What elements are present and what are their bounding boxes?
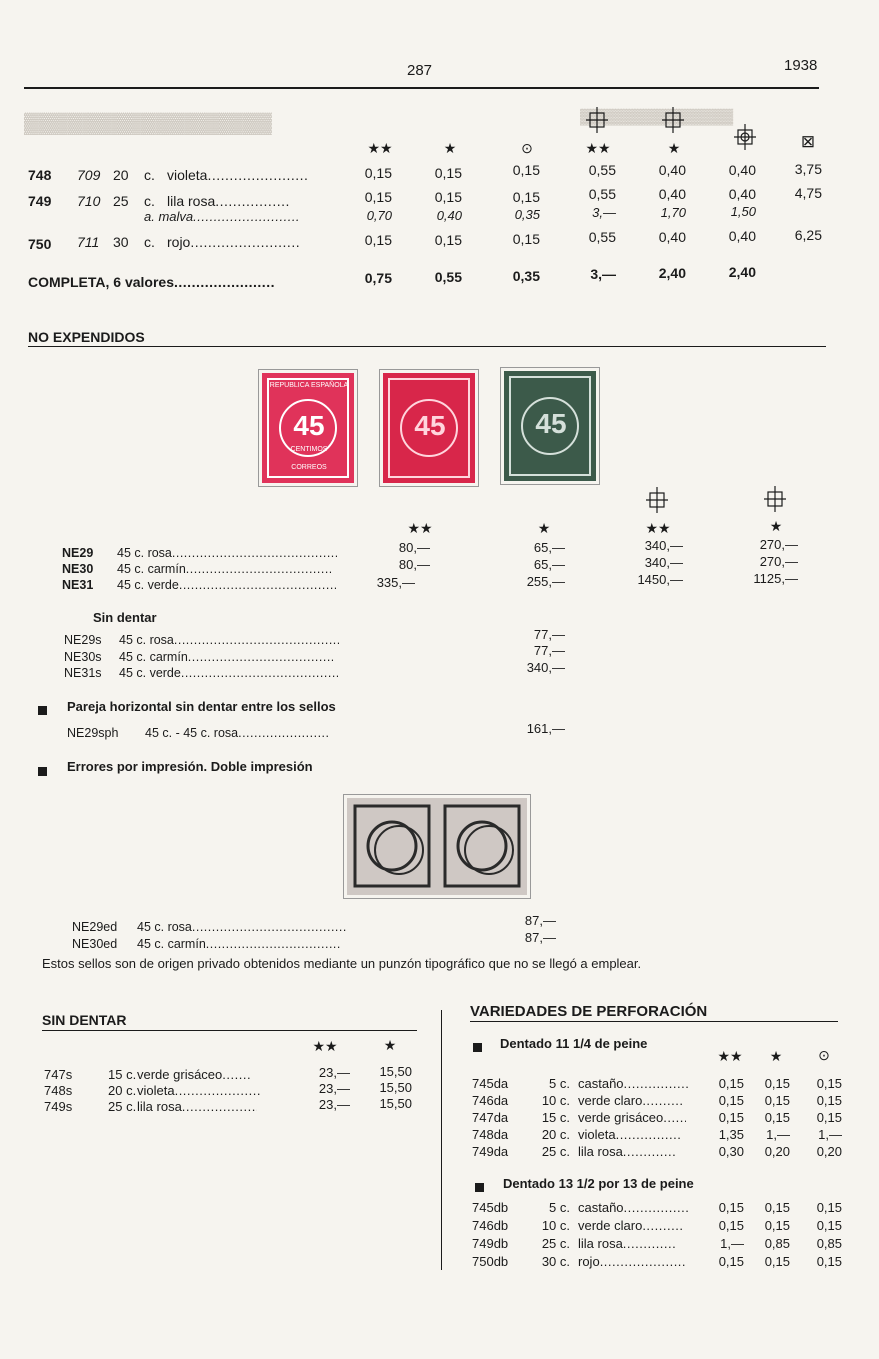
symbol-block-mint: ★ xyxy=(769,518,783,534)
symbol-block-mint: ★ xyxy=(667,140,681,156)
ne-s-price: 77,— xyxy=(533,627,565,642)
ne-price: 80,— xyxy=(398,540,430,555)
bullet-icon xyxy=(38,706,47,715)
row-num: 748 xyxy=(28,167,52,183)
price-cell: 0,55 xyxy=(588,229,616,245)
complete-price: 0,75 xyxy=(364,270,392,286)
perf-value: 10 c. xyxy=(541,1093,570,1108)
ne-code: NE29 xyxy=(62,546,94,560)
ne-s-code: NE30s xyxy=(64,650,102,664)
symbol-mint: ★ xyxy=(537,520,551,536)
bullet-icon xyxy=(38,767,47,776)
note-text: Estos sellos son de origen privado obtenidos mediante un punzón tipográfico que no se llegó a emplear. xyxy=(42,956,642,971)
price-cell: 0,40 xyxy=(728,186,756,202)
row-num: 750 xyxy=(28,236,52,252)
symbol-mint: ★ xyxy=(769,1048,783,1064)
sd-desc: lila rosa..... xyxy=(137,1099,257,1114)
block-of-four-icon xyxy=(586,107,608,133)
ne-ed-desc: 45 c. carmín..... xyxy=(137,937,341,951)
row-subvariety: a. malva..... xyxy=(144,209,298,224)
row-cat: 710 xyxy=(77,193,101,209)
section-title-no-expendidos: NO EXPENDIDOS xyxy=(28,329,145,345)
ne-ed-price: 87,— xyxy=(524,913,556,928)
price-cell: 0,40 xyxy=(728,228,756,244)
stamp-value-text: 45 xyxy=(535,408,567,439)
price-cell: 0,15 xyxy=(364,189,392,205)
price-cell: 0,15 xyxy=(434,189,462,205)
ne-s-price: 77,— xyxy=(533,643,565,658)
perf-code: 745db xyxy=(472,1200,509,1215)
complete-price: 0,55 xyxy=(434,269,462,285)
ne-desc: 45 c. verde..... xyxy=(117,578,336,592)
perf-price: 0,15 xyxy=(816,1093,842,1108)
perf-value: 25 c. xyxy=(541,1144,570,1159)
perf-value: 5 c. xyxy=(549,1200,570,1215)
perf-price: 0,15 xyxy=(764,1076,790,1091)
row-num: 749 xyxy=(28,193,52,209)
column-divider xyxy=(441,1010,442,1270)
perf-code: 749da xyxy=(472,1144,509,1159)
ne-ed-code: NE29ed xyxy=(72,920,118,934)
row-unit: c. xyxy=(144,193,155,209)
price-cell: 0,15 xyxy=(512,162,540,178)
complete-set-label: COMPLETA, 6 valores..... xyxy=(28,274,274,290)
section-rule xyxy=(28,346,826,347)
ne-price: 340,— xyxy=(644,538,683,553)
symbol-block-mnh: ★★ xyxy=(645,520,671,536)
perf-code: 748da xyxy=(472,1127,509,1142)
price-cell: 0,55 xyxy=(588,162,616,178)
page-year: 1938 xyxy=(784,57,818,74)
price-cell: 0,35 xyxy=(514,207,540,222)
sd-value: 20 c. xyxy=(108,1083,137,1098)
complete-price: 3,— xyxy=(590,266,616,282)
symbol-mint-never-hinged: ★★ xyxy=(312,1038,338,1054)
ne-desc: 45 c. carmín..... xyxy=(117,562,331,576)
price-cell: 0,40 xyxy=(658,162,686,178)
perf-code: 747da xyxy=(472,1110,509,1125)
perf-price: 0,15 xyxy=(718,1254,744,1269)
complete-price: 0,35 xyxy=(512,268,540,284)
symbol-mint-never-hinged: ★★ xyxy=(717,1048,743,1064)
sd-desc: verde grisáceo..... xyxy=(137,1067,252,1082)
price-cell: 0,15 xyxy=(512,189,540,205)
show-through-text: ▓▓▓▓▓▓▓▓▓▓▓▓▓▓ xyxy=(580,108,734,125)
sd-price: 23,— xyxy=(318,1065,350,1080)
perf-price: 0,15 xyxy=(718,1093,744,1108)
sd-code: 747s xyxy=(44,1067,73,1082)
ne-desc: 45 c. rosa..... xyxy=(117,546,337,560)
stamp-post-text: CORREOS xyxy=(291,464,327,471)
perf-value: 20 c. xyxy=(541,1127,570,1142)
block-of-four-icon xyxy=(646,487,668,513)
ne-sph-code: NE29sph xyxy=(67,726,119,740)
ne-s-code: NE31s xyxy=(64,666,102,680)
perf-desc: verde grisáceo..... xyxy=(578,1110,686,1125)
perf-price: 0,15 xyxy=(718,1218,744,1233)
ne-s-desc: 45 c. verde..... xyxy=(119,666,338,680)
perf-price: 0,15 xyxy=(764,1093,790,1108)
perf-desc: verde claro..... xyxy=(578,1093,684,1108)
perf-price: 0,15 xyxy=(816,1076,842,1091)
bullet-icon xyxy=(473,1043,482,1052)
ne-price: 255,— xyxy=(526,574,565,589)
ne-sph-desc: 45 c. - 45 c. rosa..... xyxy=(145,726,328,740)
stamp-country-text: REPUBLICA ESPAÑOLA xyxy=(269,382,349,389)
price-cell: 4,75 xyxy=(794,185,822,201)
stamp-unit-text: CENTIMOS xyxy=(290,446,328,453)
perf-value: 5 c. xyxy=(549,1076,570,1091)
perf-price: 0,20 xyxy=(816,1144,842,1159)
price-cell: 0,15 xyxy=(364,165,392,181)
symbol-used: ⊙ xyxy=(818,1047,830,1063)
complete-price: 2,40 xyxy=(728,264,756,280)
perf-desc: verde claro..... xyxy=(578,1218,684,1233)
price-cell: 0,15 xyxy=(434,232,462,248)
row-unit: c. xyxy=(144,167,155,183)
sd-price: 23,— xyxy=(318,1081,350,1096)
subsection-title: Errores por impresión. Doble impresión xyxy=(67,759,313,774)
perf-code: 745da xyxy=(472,1076,509,1091)
perf-price: 0,85 xyxy=(764,1236,790,1251)
ne-price: 1450,— xyxy=(637,572,683,587)
bullet-icon xyxy=(475,1183,484,1192)
ne-price: 1125,— xyxy=(753,571,798,586)
perf-desc: castaño..... xyxy=(578,1200,690,1215)
perf-desc: castaño..... xyxy=(578,1076,690,1091)
symbol-mint-never-hinged: ★★ xyxy=(407,520,433,536)
perf-desc: lila rosa..... xyxy=(578,1236,677,1251)
perf-price: 0,15 xyxy=(764,1110,790,1125)
ne-ed-price: 87,— xyxy=(524,930,556,945)
sd-price: 15,50 xyxy=(379,1064,412,1079)
perf-price: 0,20 xyxy=(764,1144,790,1159)
perf-price: 0,15 xyxy=(816,1110,842,1125)
ne-price: 270,— xyxy=(759,554,798,569)
block-of-four-icon xyxy=(662,107,684,133)
price-cell: 0,15 xyxy=(512,231,540,247)
ne-price: 335,— xyxy=(376,575,415,590)
ne-price: 270,— xyxy=(759,537,798,552)
price-cell: 0,40 xyxy=(658,186,686,202)
perf-price: 0,15 xyxy=(718,1110,744,1125)
perf-price: 1,— xyxy=(818,1127,842,1142)
subsection-title: Dentado 11 1/4 de peine xyxy=(500,1036,648,1051)
perf-price: 0,85 xyxy=(816,1236,842,1251)
perf-code: 750db xyxy=(472,1254,509,1269)
perf-desc: rojo..... xyxy=(578,1254,685,1269)
symbol-block-mnh: ★★ xyxy=(585,140,611,156)
price-cell: 0,40 xyxy=(658,229,686,245)
row-desc: lila rosa..... xyxy=(167,193,291,209)
ne-s-desc: 45 c. carmín..... xyxy=(119,650,333,664)
ne-ed-code: NE30ed xyxy=(72,937,118,951)
subsection-title: Sin dentar xyxy=(93,610,157,625)
block-of-four-icon xyxy=(764,486,786,512)
page-number: 287 xyxy=(407,62,433,79)
price-cell: 1,70 xyxy=(660,205,686,220)
ne-price: 65,— xyxy=(533,540,565,555)
block-of-four-used-icon xyxy=(734,124,756,150)
perf-price: 0,15 xyxy=(816,1254,842,1269)
section-title-sin-dentar: SIN DENTAR xyxy=(42,1012,127,1028)
perf-price: 0,15 xyxy=(764,1218,790,1233)
perf-price: 1,— xyxy=(720,1236,744,1251)
symbol-mint: ★ xyxy=(383,1037,397,1053)
sd-price: 15,50 xyxy=(379,1080,412,1095)
row-cat: 711 xyxy=(77,234,100,250)
ne-s-desc: 45 c. rosa..... xyxy=(119,633,339,647)
perf-price: 1,— xyxy=(766,1127,790,1142)
price-cell: 0,40 xyxy=(436,208,462,223)
symbol-used: ⊙ xyxy=(521,140,533,156)
sd-price: 23,— xyxy=(318,1097,350,1112)
header-rule xyxy=(24,87,819,89)
perf-price: 0,15 xyxy=(816,1218,842,1233)
perf-value: 10 c. xyxy=(541,1218,570,1233)
perf-price: 0,15 xyxy=(718,1076,744,1091)
perf-price: 0,15 xyxy=(718,1200,744,1215)
perf-price: 0,15 xyxy=(764,1200,790,1215)
row-value: 30 xyxy=(113,234,129,250)
row-value: 25 xyxy=(113,193,129,209)
price-cell: 0,15 xyxy=(434,165,462,181)
price-cell: 0,70 xyxy=(366,208,392,223)
ne-price: 340,— xyxy=(644,555,683,570)
row-cat: 709 xyxy=(77,167,101,183)
perf-price: 1,35 xyxy=(718,1127,744,1142)
row-unit: c. xyxy=(144,234,155,250)
ne-code: NE31 xyxy=(62,578,94,592)
sd-code: 749s xyxy=(44,1099,73,1114)
ne-s-price: 340,— xyxy=(526,660,565,675)
perf-value: 25 c. xyxy=(541,1236,570,1251)
price-cell: 6,25 xyxy=(794,227,822,243)
symbol-mint-never-hinged: ★★ xyxy=(367,140,393,156)
ne-code: NE30 xyxy=(62,562,94,576)
price-cell: 0,40 xyxy=(728,162,756,178)
perf-code: 749db xyxy=(472,1236,509,1251)
ne-sph-price: 161,— xyxy=(526,721,565,736)
section-rule xyxy=(42,1030,417,1031)
perf-desc: violeta..... xyxy=(578,1127,682,1142)
perf-value: 15 c. xyxy=(541,1110,570,1125)
section-rule xyxy=(470,1021,838,1022)
perf-price: 0,15 xyxy=(816,1200,842,1215)
stamp-value-text: 45 xyxy=(293,410,325,441)
ne-ed-desc: 45 c. rosa..... xyxy=(137,920,347,934)
perf-price: 0,15 xyxy=(764,1254,790,1269)
perf-value: 30 c. xyxy=(541,1254,570,1269)
ne-s-code: NE29s xyxy=(64,633,102,647)
complete-price: 2,40 xyxy=(658,265,686,281)
row-value: 20 xyxy=(113,167,129,183)
sd-value: 25 c. xyxy=(108,1099,137,1114)
section-title-perforacion: VARIEDADES DE PERFORACIÓN xyxy=(470,1003,708,1020)
perf-code: 746db xyxy=(472,1218,509,1233)
stamp-value-text: 45 xyxy=(414,410,446,441)
ne-price: 80,— xyxy=(398,557,430,572)
perf-price: 0,30 xyxy=(718,1144,744,1159)
price-cell: 3,— xyxy=(592,205,616,220)
symbol-cover: ⊠ xyxy=(800,132,816,151)
sd-value: 15 c. xyxy=(108,1067,137,1082)
ne-price: 65,— xyxy=(533,557,565,572)
row-desc: violeta..... xyxy=(167,167,307,183)
perf-desc: lila rosa..... xyxy=(578,1144,677,1159)
sd-price: 15,50 xyxy=(379,1096,412,1111)
price-cell: 0,15 xyxy=(364,232,392,248)
subsection-title: Dentado 13 1/2 por 13 de peine xyxy=(503,1176,694,1191)
sd-desc: violeta..... xyxy=(137,1083,260,1098)
price-cell: 0,55 xyxy=(588,186,616,202)
row-desc: rojo..... xyxy=(167,234,300,250)
symbol-mint: ★ xyxy=(443,140,457,156)
show-through-text: ▓▓▓▓▓▓▓▓▓▓▓▓▓▓▓▓▓ xyxy=(24,112,272,134)
price-cell: 3,75 xyxy=(794,161,822,177)
subsection-title: Pareja horizontal sin dentar entre los sellos xyxy=(67,699,336,714)
double-print-pair-image xyxy=(344,795,530,898)
perf-code: 746da xyxy=(472,1093,509,1108)
sd-code: 748s xyxy=(44,1083,73,1098)
price-cell: 1,50 xyxy=(730,204,756,219)
